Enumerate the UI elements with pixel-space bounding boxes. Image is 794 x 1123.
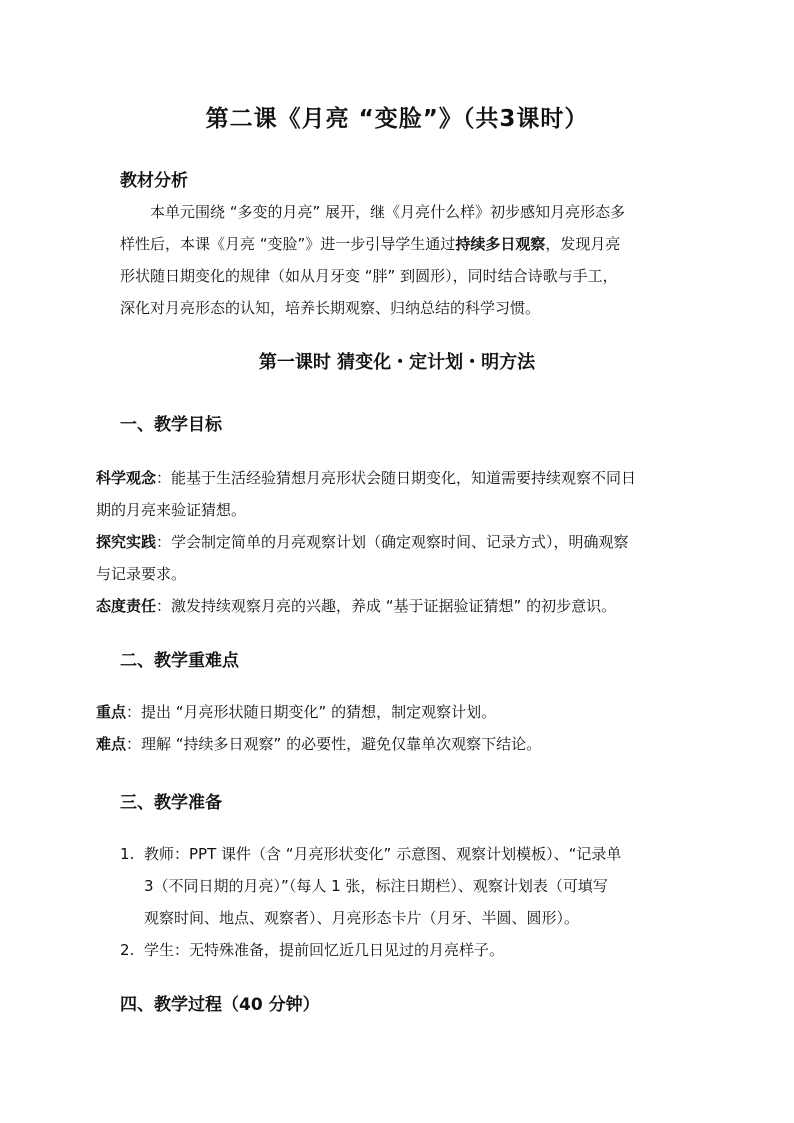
prep-item-1-number: 1. <box>120 845 135 863</box>
analysis-line-3: 形状随日期变化的规律（如从月牙变 “胖” 到圆形），同时结合诗歌与手工， <box>120 267 618 285</box>
focus-difficulty-label: 难点 <box>96 735 127 753</box>
focus-key-line <box>96 696 686 728</box>
analysis-line-1: 本单元围绕 “多变的月亮” 展开，继《月亮什么样》初步感知月亮形态多 <box>150 203 626 221</box>
prep-item-2-text: 学生：无特殊准备，提前回忆近几日见过的月亮样子。 <box>144 941 505 959</box>
prep-heading: 三、教学准备 <box>120 793 222 813</box>
prep-item-1-line-2: 3（不同日期的月亮）”（每人 1 张，标注日期栏）、观察计划表（可填写 <box>144 877 608 895</box>
analysis-line-4: 深化对月亮形态的认知，培养长期观察、归纳总结的科学习惯。 <box>120 299 541 317</box>
goal-attitude-line <box>96 590 686 622</box>
analysis-line-2-end: ，发现月亮 <box>545 235 621 253</box>
analysis-line-2-start: 样性后，本课《月亮 “变脸”》进一步引导学生通过 <box>120 235 456 253</box>
prep-item-1-line-1 <box>120 838 690 870</box>
analysis-paragraph <box>120 196 680 324</box>
goal-concept-line-1 <box>96 462 686 494</box>
goal-concept-line-2: 期的月亮来验证猜想。 <box>96 501 247 519</box>
focus-list <box>96 696 686 760</box>
process-heading: 四、教学过程（40 分钟） <box>120 995 320 1015</box>
goals-heading: 一、教学目标 <box>120 415 222 435</box>
goal-practice-text-1: ：学会制定简单的月亮观察计划（确定观察时间、记录方式），明确观察 <box>156 533 629 551</box>
goal-attitude-label: 态度责任 <box>96 597 157 615</box>
prep-item-2-line-1 <box>120 934 690 966</box>
focus-key-label: 重点 <box>96 703 127 721</box>
focus-difficulty-line <box>96 728 686 760</box>
goal-practice-line-2: 与记录要求。 <box>96 565 187 583</box>
goal-practice-label: 探究实践 <box>96 533 157 551</box>
goal-practice-line-1 <box>96 526 686 558</box>
focus-key-text: ：提出 “月亮形状随日期变化” 的猜想，制定观察计划。 <box>126 703 497 721</box>
prep-item-1-text-1: 教师：PPT 课件（含 “月亮形状变化” 示意图、观察计划模板）、“记录单 <box>144 845 622 863</box>
document-title: 第二课《月亮 “变脸”》（共3课时） <box>205 106 589 132</box>
lesson1-title: 第一课时 猜变化・定计划・明方法 <box>258 352 536 373</box>
focus-difficulty-text: ：理解 “持续多日观察” 的必要性，避免仅靠单次观察下结论。 <box>126 735 542 753</box>
analysis-bold-phrase: 持续多日观察 <box>455 235 546 253</box>
analysis-line-2 <box>120 228 680 260</box>
goal-concept-label: 科学观念 <box>96 469 157 487</box>
goal-concept-text-1: ：能基于生活经验猜想月亮形状会随日期变化，知道需要持续观察不同日 <box>156 469 637 487</box>
goals-list <box>96 462 686 622</box>
prep-item-1-line-3: 观察时间、地点、观察者）、月亮形态卡片（月牙、半圆、圆形）。 <box>144 909 580 927</box>
goal-attitude-text: ：激发持续观察月亮的兴趣，养成 “基于证据验证猜想” 的初步意识。 <box>156 597 617 615</box>
prep-item-2-number: 2. <box>120 941 135 959</box>
prep-list <box>120 838 690 966</box>
focus-heading: 二、教学重难点 <box>120 651 239 671</box>
analysis-heading: 教材分析 <box>120 171 188 191</box>
